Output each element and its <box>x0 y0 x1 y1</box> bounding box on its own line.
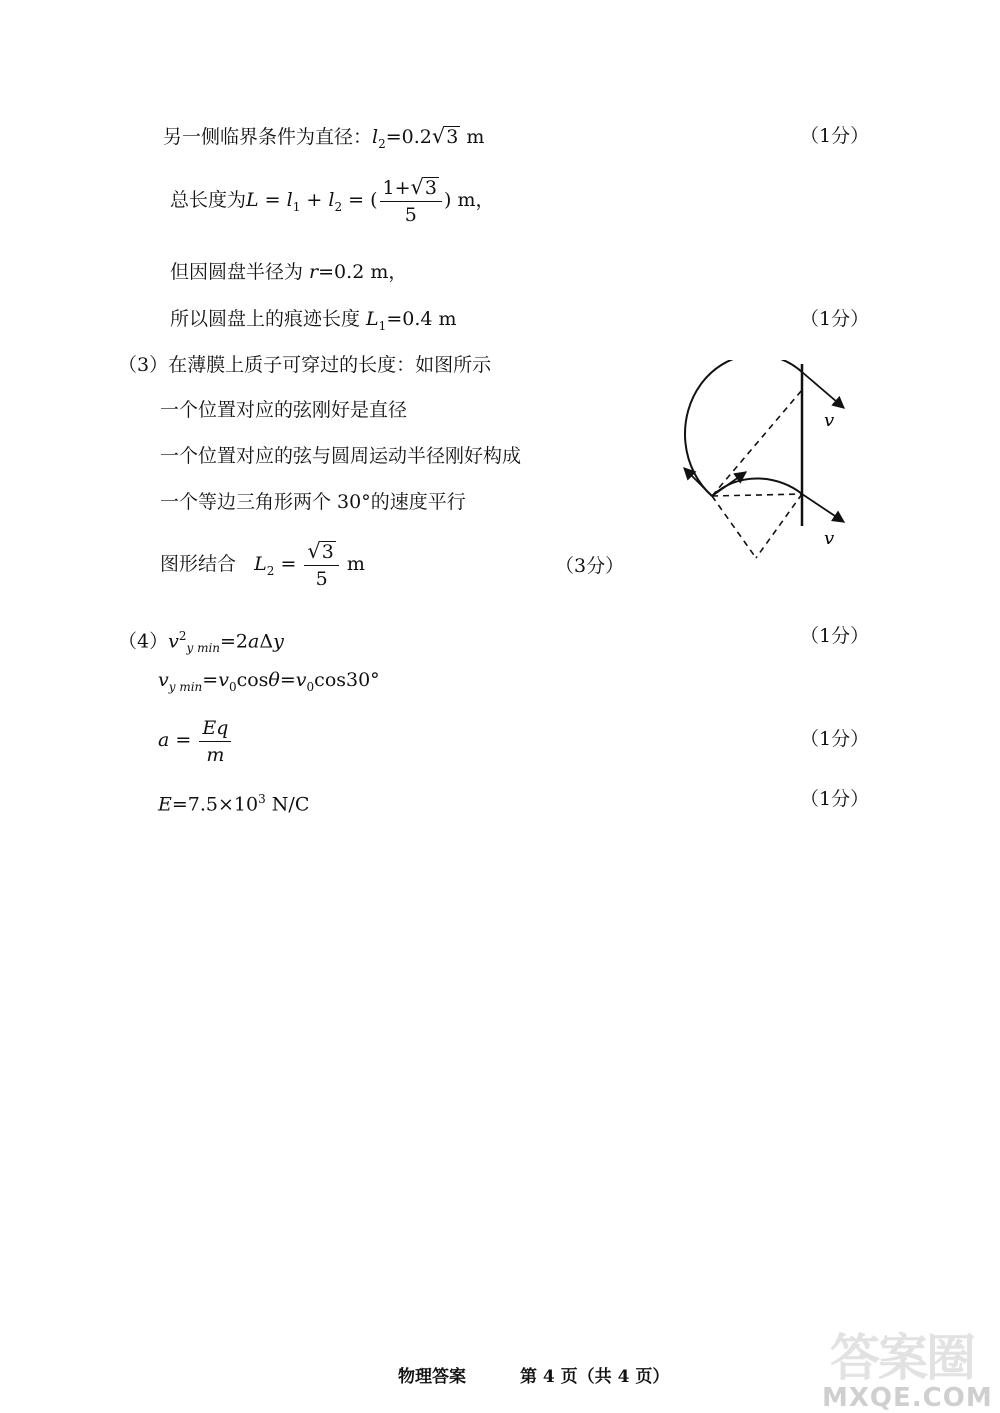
trace-label: 所以圆盘上的痕迹长度 <box>170 308 367 330</box>
total-l1: l <box>286 189 293 211</box>
q3-L: L <box>254 553 267 575</box>
a-num: Eq <box>199 715 231 742</box>
score-3: （3分） <box>555 555 625 577</box>
q4-sup: 2 <box>178 629 187 643</box>
q3-num-sqrt: 3 <box>321 541 334 563</box>
vy-sub: y min <box>168 679 203 694</box>
q4-eq: =2 <box>220 630 249 653</box>
radius-r: r <box>309 261 319 283</box>
total-den: 5 <box>404 204 417 226</box>
q3-result-line <box>160 536 365 599</box>
q4-line-1 <box>118 624 284 660</box>
velocity-label-top: v <box>824 410 835 431</box>
q4-a: a <box>248 630 260 653</box>
trace-sub: 1 <box>378 318 387 333</box>
q3-result-label: 图形结合 <box>160 553 237 575</box>
large-arc <box>685 360 802 496</box>
field-line <box>158 787 309 816</box>
score-1: （1分） <box>800 125 870 147</box>
watermark-logo: 答案圈 <box>830 1329 974 1387</box>
q3-den: 5 <box>315 568 328 590</box>
a-fraction <box>199 715 231 768</box>
q3-line-3: 一个等边三角形两个 30°的速度平行 <box>160 491 466 513</box>
l2-unit: m <box>460 126 485 148</box>
vy-v: v <box>158 669 169 691</box>
q3-line-2: 一个位置对应的弦与圆周运动半径刚好构成 <box>160 445 522 467</box>
q4-y: y <box>273 630 284 653</box>
watermark-url: MXQE.COM <box>822 1383 993 1413</box>
sqrt-sign: √ <box>431 124 446 148</box>
radius-line <box>170 260 407 284</box>
E-sup: 3 <box>258 792 266 806</box>
vy-0b: 0 <box>306 679 315 694</box>
a-den: m <box>206 743 225 766</box>
l2-label: 另一侧临界条件为直径： <box>163 126 373 148</box>
l2-sub: 2 <box>378 136 386 151</box>
total-L: L <box>246 189 259 211</box>
q3-eq: = <box>274 553 303 575</box>
total-eq2: = ( <box>342 189 378 211</box>
q4-v: v <box>168 630 179 653</box>
vy-v0b: v <box>295 669 307 691</box>
l2-value: =0.2 <box>385 126 432 148</box>
vy-eq2: = <box>279 669 296 691</box>
velocity-label-bottom: v <box>824 528 835 549</box>
triangle-right <box>756 494 802 558</box>
l2-condition-line <box>163 124 484 156</box>
E-value: =7.5×10 <box>171 793 259 816</box>
radius-value: =0.2 m， <box>318 261 408 283</box>
total-num-a: 1+ <box>382 177 411 199</box>
vy-line <box>158 668 380 699</box>
l2-symbol: l <box>372 126 379 148</box>
vy-tail: cos30° <box>314 669 380 691</box>
acceleration-line <box>158 712 233 768</box>
total-unit: ) m， <box>444 189 495 211</box>
vy-eq1: = <box>202 669 219 691</box>
q3-sub: 2 <box>266 563 275 578</box>
q4-sub: y min <box>186 641 221 656</box>
score-4: （1分） <box>800 625 870 647</box>
q4-prefix: （4） <box>118 630 169 653</box>
total-num-sqrt: 3 <box>424 177 437 199</box>
total-label: 总长度为 <box>170 189 247 211</box>
total-l1-sub: 1 <box>292 199 301 214</box>
total-l2-sub: 2 <box>334 199 343 214</box>
q3-fraction <box>304 538 338 592</box>
footer-subject: 物理答案 <box>398 1367 466 1387</box>
footer-page: 第 4 页（共 4 页） <box>520 1367 670 1387</box>
a-lhs: a <box>158 729 170 751</box>
vy-theta: θ <box>268 669 280 691</box>
trace-L: L <box>366 308 379 330</box>
diameter-chord <box>712 390 802 496</box>
q3-line-1: 一个位置对应的弦刚好是直径 <box>160 399 408 421</box>
score-2: （1分） <box>800 308 870 330</box>
sqrt-sign: √ <box>410 175 424 199</box>
velocity-arrow-up <box>684 468 712 496</box>
total-plus: + <box>300 189 329 211</box>
trace-value: =0.4 m <box>386 308 457 330</box>
E-unit: N/C <box>265 793 310 816</box>
score-5: （1分） <box>800 728 870 750</box>
proton-trajectory-diagram <box>670 360 860 560</box>
q3-unit: m <box>340 553 365 575</box>
triangle-top <box>712 494 802 496</box>
total-l2: l <box>328 189 335 211</box>
total-fraction <box>380 174 443 228</box>
triangle-left <box>712 496 756 558</box>
q4-delta: Δ <box>259 630 274 653</box>
q3-title: （3）在薄膜上质子可穿过的长度：如图所示 <box>118 354 492 376</box>
exit-arrow-bottom <box>802 494 844 522</box>
a-eq: = <box>169 729 198 751</box>
radius-label: 但因圆盘半径为 <box>170 261 310 283</box>
sqrt-sign: √ <box>307 539 321 563</box>
vy-cos: cos <box>236 669 269 691</box>
l2-sqrt-arg: 3 <box>446 126 459 148</box>
trace-line <box>170 307 457 338</box>
E-symbol: E <box>158 793 172 816</box>
exit-arrow-top <box>802 372 844 408</box>
vy-0a: 0 <box>228 679 237 694</box>
total-length-line <box>170 172 494 235</box>
score-6: （1分） <box>800 788 870 810</box>
vy-v0a: v <box>218 669 229 691</box>
total-eq: = <box>258 189 287 211</box>
